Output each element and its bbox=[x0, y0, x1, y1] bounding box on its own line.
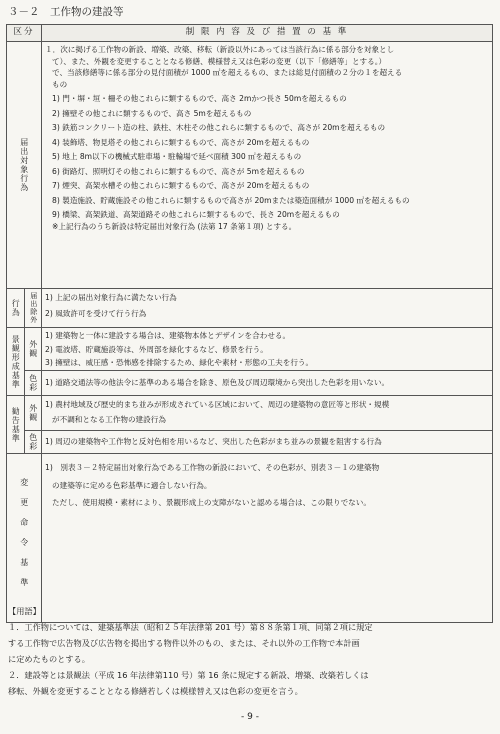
keikan-gaikan-label: 外観 bbox=[28, 340, 38, 358]
terms-line: する工作物で広告物及び広告物を掲出する物件以外のもの、または、それ以外の工作物で本計画 bbox=[8, 638, 360, 648]
terms-heading: 【用語】 bbox=[8, 606, 41, 616]
keikan-gaikan-item: 3) 擁壁は、威圧感・恐怖感を排除するため、緑化や素材・形態の工夫を行う。 bbox=[45, 358, 314, 367]
jogai-row bbox=[7, 289, 493, 328]
todoke-sub-item: 3) 鉄筋コンクリート造の柱、鉄柱、木柱その他これらに類するもので、高さが 20mを超えるもの bbox=[52, 123, 386, 132]
kankoku-shikisai-label: 色彩 bbox=[28, 433, 38, 451]
todoke-row bbox=[7, 42, 493, 289]
kankoku-label: 勧告基準 bbox=[11, 406, 21, 443]
todoke-sub-item: 5) 地上 8m以下の機械式駐車場・駐輪場で延べ面積 300 ㎡を超えるもの bbox=[52, 152, 302, 161]
jogai-item: 2) 風致許可を受けて行う行為 bbox=[45, 308, 147, 318]
todoke-item1-line: もの bbox=[52, 79, 68, 89]
todoke-note: ※上記行為のうち新設は特定届出対象行為 (法第 17 条第１項) とする。 bbox=[52, 221, 297, 231]
table-header-row bbox=[7, 25, 493, 42]
todoke-sub-item: 8) 製造施設、貯蔵施設その他これらに類するもので高さが 20mまたは築造面積が 1000 ㎡を超えるもの bbox=[52, 195, 410, 205]
kankoku-gaikan-label: 外観 bbox=[28, 404, 38, 422]
keikan-gaikan-item: 2) 電波塔、貯蔵施設等は、外周部を緑化するなど、修景を行う。 bbox=[45, 344, 268, 354]
kankoku-gaikan-row bbox=[7, 396, 493, 431]
section-title: ３－２ 工作物の建設等 bbox=[8, 6, 124, 18]
criteria-table bbox=[6, 24, 493, 623]
jogai-label-inner: 届出除外 bbox=[29, 292, 38, 324]
henkou-label: 変更命令基準 bbox=[19, 478, 29, 598]
terms-section bbox=[8, 603, 492, 699]
terms-line: 移転、外観を変更することとなる修繕若しくは模様替え又は色彩の変更を言う。 bbox=[8, 686, 303, 696]
todoke-sub-item: 2) 擁壁その他これに類するもので、高さ 5mを超えるもの bbox=[52, 108, 252, 118]
todoke-sub-item: 9) 橋梁、高架鉄道、高架道路その他これらに類するもので、長さ 20mを超えるもの bbox=[52, 210, 340, 219]
henkou-line: 1) 別表３－２特定届出対象行為である工作物の新設において、その色彩が、別表３－１の建築物 bbox=[45, 463, 380, 472]
todoke-item1-line: で、当該修繕等に係る部分の見付面積が 1000 ㎡を超えるもの、または総見付面積の２分の１を超える bbox=[52, 68, 403, 77]
page-number: - 9 - bbox=[241, 712, 259, 722]
todoke-sub-item: 7) 煙突、高架水槽その他これらに類するもので、高さが 20mを超えるもの bbox=[52, 181, 310, 190]
terms-line: ２．建設等とは景観法（平成 16 年法律第110 号）第 16 条に規定する新設、増築、改築若しくは bbox=[8, 670, 369, 680]
kankoku-gaikan-line: が不調和となる工作物の建設行為 bbox=[52, 414, 166, 424]
keikan-shikisai-label: 色彩 bbox=[28, 374, 38, 392]
kankoku-shikisai-item: 1) 周辺の建築物や工作物と反対色相を用いるなど、突出した色彩がまち並みの景観を阻害する行為 bbox=[45, 437, 382, 447]
keikan-label: 景観形成基準 bbox=[11, 334, 21, 389]
header-criteria: 制 限 内 容 及 び 措 置 の 基 準 bbox=[42, 25, 493, 42]
henkou-line: ただし、使用規模・素材により、景観形成上の支障がないと認める場合は、この限りでない。 bbox=[52, 498, 371, 507]
todoke-item1-line: て）、また、外観を変更することとなる修繕、模様替え又は色彩の変更（以下「修繕等」とする。） bbox=[52, 56, 387, 66]
kankoku-shikisai-row bbox=[7, 431, 493, 454]
jogai-item: 1) 上記の届出対象行為に満たない行為 bbox=[45, 293, 177, 302]
henkou-line: の建築等に定める色彩基準に適合しない行為。 bbox=[52, 480, 212, 490]
jogai-label-outer: 行為 bbox=[11, 299, 21, 317]
terms-line: に定めたものとする。 bbox=[8, 654, 90, 664]
henkou-row bbox=[7, 454, 493, 623]
header-category: 区分 bbox=[7, 25, 42, 42]
keikan-shikisai-row bbox=[7, 371, 493, 396]
terms-line: １．工作物については、建築基準法（昭和２５年法律第 201 号）第８８条第１項、同第２項に規定 bbox=[8, 622, 373, 632]
todoke-sub-item: 4) 装飾塔、物見塔その他これらに類するもので、高さが 20mを超えるもの bbox=[52, 137, 310, 147]
kankoku-gaikan-line: 1) 農村地域及び歴史的まち並みが形成されている区域において、周辺の建築物の意匠等と形状・規模 bbox=[45, 400, 390, 409]
keikan-gaikan-row bbox=[7, 328, 493, 371]
todoke-sub-item: 6) 街路灯、照明灯その他これらに類するもので、高さが 5mを超えるもの bbox=[52, 166, 305, 176]
keikan-shikisai-item: 1) 道路交通法等の他法令に基準のある場合を除き、原色及び周辺環境から突出した色彩を用いない。 bbox=[45, 378, 390, 388]
keikan-gaikan-item: 1) 建築物と一体に建設する場合は、建築物本体とデザインを合わせる。 bbox=[45, 331, 291, 340]
todoke-label: 届出対象行為 bbox=[19, 138, 29, 192]
todoke-item1-line: １．次に掲げる工作物の新設、増築、改築、移転（新設以外にあっては当該行為に係る部分を対象とし bbox=[45, 45, 395, 54]
todoke-sub-item: 1) 門・塀・垣・柵その他これらに類するもので、高さ 2mかつ長さ 50mを超えるもの bbox=[52, 94, 347, 103]
